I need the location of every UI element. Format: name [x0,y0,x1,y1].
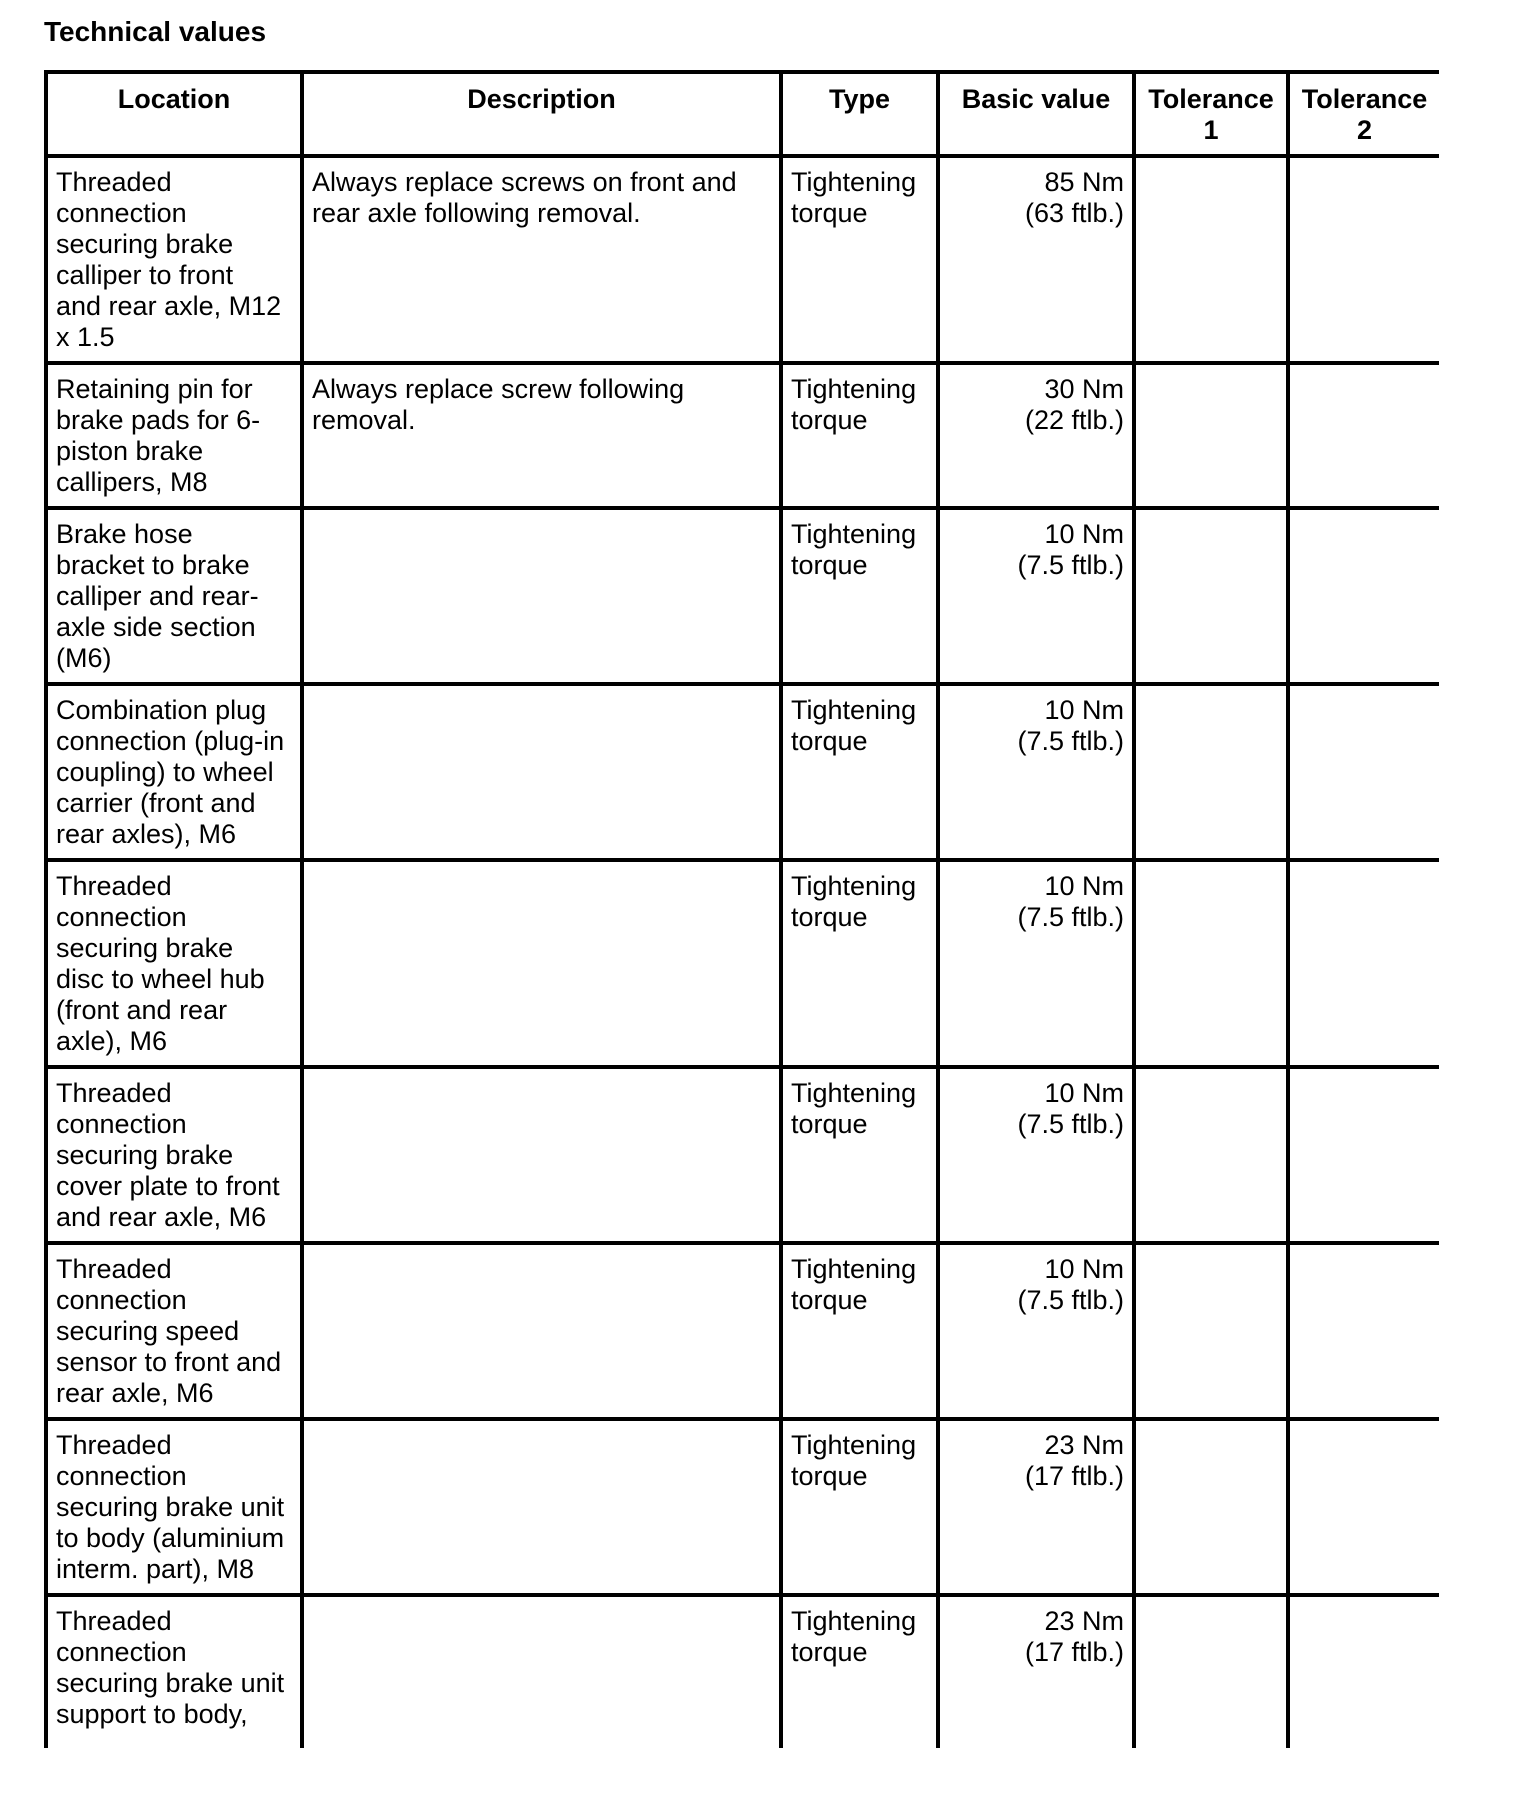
cell-location-line: Threaded [56,1078,172,1108]
cell-location-line: Threaded [56,871,172,901]
cell-basic-value-line: 10 Nm [1044,1078,1124,1108]
cell-location-line: disc to wheel hub [56,964,265,994]
cell-type [781,363,938,508]
column-header-basic-value: Basic value [938,72,1134,156]
cell-basic-value-line: 10 Nm [1044,519,1124,549]
cell-location-line: and rear axle, M12 [56,291,282,321]
cell-description [302,684,781,860]
cell-location-line: callipers, M8 [56,467,208,497]
cell-location-line: securing brake unit [56,1492,285,1522]
cell-basic-value-line: 85 Nm [1044,167,1124,197]
cell-location-line: sensor to front and [56,1347,282,1377]
cell-tolerance-1 [1134,363,1288,508]
cell-type-line: torque [791,1637,868,1667]
cell-location-line: Threaded [56,167,172,197]
cell-location [46,684,302,860]
cell-location-line: calliper and rear- [56,581,259,611]
cell-type-line: torque [791,726,868,756]
cell-location-line: Retaining pin for [56,374,253,404]
cell-tolerance-1 [1134,860,1288,1067]
cell-type-line: Tightening [791,871,917,901]
page-title: Technical values [44,16,267,47]
cell-location [46,1243,302,1419]
cell-type-line: torque [791,1109,868,1139]
cell-location [46,860,302,1067]
cell-type-line: torque [791,1285,868,1315]
cell-basic-value-line: (17 ftlb.) [1024,1637,1124,1667]
cell-location-line: Threaded [56,1606,172,1636]
cell-type [781,684,938,860]
cell-tolerance-2 [1288,363,1439,508]
cell-tolerance-1 [1134,684,1288,860]
cell-location [46,1419,302,1595]
cell-type [781,1595,938,1748]
cell-tolerance-2 [1288,1595,1439,1748]
table-row [46,363,1439,508]
table-row [46,684,1439,860]
cell-location-line: rear axles), M6 [56,819,237,849]
cell-basic-value-line: 30 Nm [1044,374,1124,404]
cell-location-line: (M6) [56,643,112,673]
cell-type [781,860,938,1067]
cell-type [781,1243,938,1419]
cell-location-line: brake pads for 6- [56,405,261,435]
cell-basic-value-line: 23 Nm [1044,1606,1124,1636]
cell-tolerance-1 [1134,156,1288,363]
cell-basic-value-line: (22 ftlb.) [1024,405,1124,435]
cell-location-line: connection (plug-in [56,726,285,756]
table-row [46,1067,1439,1243]
cell-location-line: Threaded [56,1430,172,1460]
cell-basic-value-line: (7.5 ftlb.) [1017,1109,1124,1139]
table-row [46,1419,1439,1595]
cell-description [302,156,781,363]
cell-description-line: removal. [312,405,416,435]
cell-description [302,860,781,1067]
cell-basic-value-line: (7.5 ftlb.) [1017,902,1124,932]
cell-tolerance-2 [1288,1419,1439,1595]
cell-description [302,1419,781,1595]
table-body [46,156,1439,1748]
cell-basic-value [938,1595,1134,1748]
cell-tolerance-1 [1134,1595,1288,1748]
cell-tolerance-2 [1288,860,1439,1067]
cell-basic-value [938,156,1134,363]
cell-basic-value-line: (17 ftlb.) [1024,1461,1124,1491]
cell-type-line: torque [791,198,868,228]
technical-values-table-wrapper [44,70,1439,1748]
column-header-tolerance-2: Tolerance 2 [1288,72,1439,156]
cell-type [781,508,938,684]
cell-location-line: carrier (front and [56,788,256,818]
cell-location [46,1595,302,1748]
cell-description-line: rear axle following removal. [312,198,641,228]
cell-tolerance-1 [1134,1243,1288,1419]
cell-basic-value [938,508,1134,684]
cell-type-line: torque [791,550,868,580]
cell-location-line: axle), M6 [56,1026,168,1056]
column-header-tolerance-1: Tolerance 1 [1134,72,1288,156]
cell-basic-value-line: (63 ftlb.) [1024,198,1124,228]
cell-description [302,363,781,508]
cell-location-line: securing speed [56,1316,240,1346]
cell-type-line: Tightening [791,695,917,725]
cell-basic-value-line: (7.5 ftlb.) [1017,726,1124,756]
table-header-row [46,72,1439,156]
cell-tolerance-2 [1288,1067,1439,1243]
cell-location-line: Brake hose [56,519,193,549]
cell-location-line: support to body, [56,1699,248,1729]
cell-type-line: torque [791,1461,868,1491]
cell-location-line: connection [56,1109,187,1139]
cell-description [302,1595,781,1748]
cell-location-line: connection [56,1285,187,1315]
cell-basic-value [938,1243,1134,1419]
cell-location-line: connection [56,902,187,932]
cell-description [302,1067,781,1243]
cell-location [46,363,302,508]
table-row [46,860,1439,1067]
cell-location-line: interm. part), M8 [56,1554,255,1584]
cell-location-line: and rear axle, M6 [56,1202,267,1232]
cell-location-line: Combination plug [56,695,267,725]
cell-type-line: Tightening [791,1078,917,1108]
cell-tolerance-2 [1288,1243,1439,1419]
cell-location-line: securing brake unit [56,1668,285,1698]
cell-type-line: Tightening [791,1606,917,1636]
cell-location-line: connection [56,1461,187,1491]
column-header-type: Type [781,72,938,156]
cell-type-line: Tightening [791,374,917,404]
table-row [46,1595,1439,1748]
column-header-description: Description [302,72,781,156]
cell-location-line: axle side section [56,612,256,642]
cell-tolerance-2 [1288,508,1439,684]
cell-type-line: Tightening [791,519,917,549]
cell-basic-value-line: 10 Nm [1044,695,1124,725]
cell-location-line: piston brake [56,436,204,466]
cell-tolerance-2 [1288,156,1439,363]
cell-location-line: securing brake [56,933,234,963]
cell-type [781,1067,938,1243]
cell-location-line: x 1.5 [56,322,115,352]
cell-location-line: securing brake [56,1140,234,1170]
cell-description [302,508,781,684]
cell-location-line: connection [56,198,187,228]
cell-location-line: securing brake [56,229,234,259]
cell-description-line: Always replace screw following [312,374,685,404]
cell-basic-value-line: 10 Nm [1044,871,1124,901]
cell-location-line: cover plate to front [56,1171,280,1201]
cell-location [46,156,302,363]
cell-type-line: torque [791,902,868,932]
table-row [46,156,1439,363]
cell-basic-value-line: (7.5 ftlb.) [1017,550,1124,580]
cell-location-line: connection [56,1637,187,1667]
cell-basic-value-line: (7.5 ftlb.) [1017,1285,1124,1315]
cell-basic-value-line: 23 Nm [1044,1430,1124,1460]
cell-type [781,156,938,363]
cell-location [46,508,302,684]
cell-tolerance-1 [1134,1419,1288,1595]
cell-location-line: coupling) to wheel [56,757,274,787]
technical-values-table [44,70,1439,1748]
cell-basic-value [938,684,1134,860]
cell-basic-value [938,860,1134,1067]
cell-basic-value [938,1419,1134,1595]
column-header-location: Location [46,72,302,156]
table-row [46,1243,1439,1419]
table-row [46,508,1439,684]
cell-description-line: Always replace screws on front and [312,167,737,197]
cell-type [781,1419,938,1595]
cell-location-line: bracket to brake [56,550,250,580]
cell-location-line: (front and rear [56,995,228,1025]
cell-type-line: Tightening [791,1430,917,1460]
cell-description [302,1243,781,1419]
cell-basic-value-line: 10 Nm [1044,1254,1124,1284]
cell-tolerance-1 [1134,1067,1288,1243]
cell-type-line: torque [791,405,868,435]
cell-location-line: to body (aluminium [56,1523,285,1553]
cell-location-line: Threaded [56,1254,172,1284]
cell-location-line: rear axle, M6 [56,1378,214,1408]
cell-basic-value [938,1067,1134,1243]
cell-tolerance-2 [1288,684,1439,860]
cell-type-line: Tightening [791,1254,917,1284]
cell-basic-value [938,363,1134,508]
cell-location [46,1067,302,1243]
cell-tolerance-1 [1134,508,1288,684]
cell-location-line: calliper to front [56,260,234,290]
cell-type-line: Tightening [791,167,917,197]
